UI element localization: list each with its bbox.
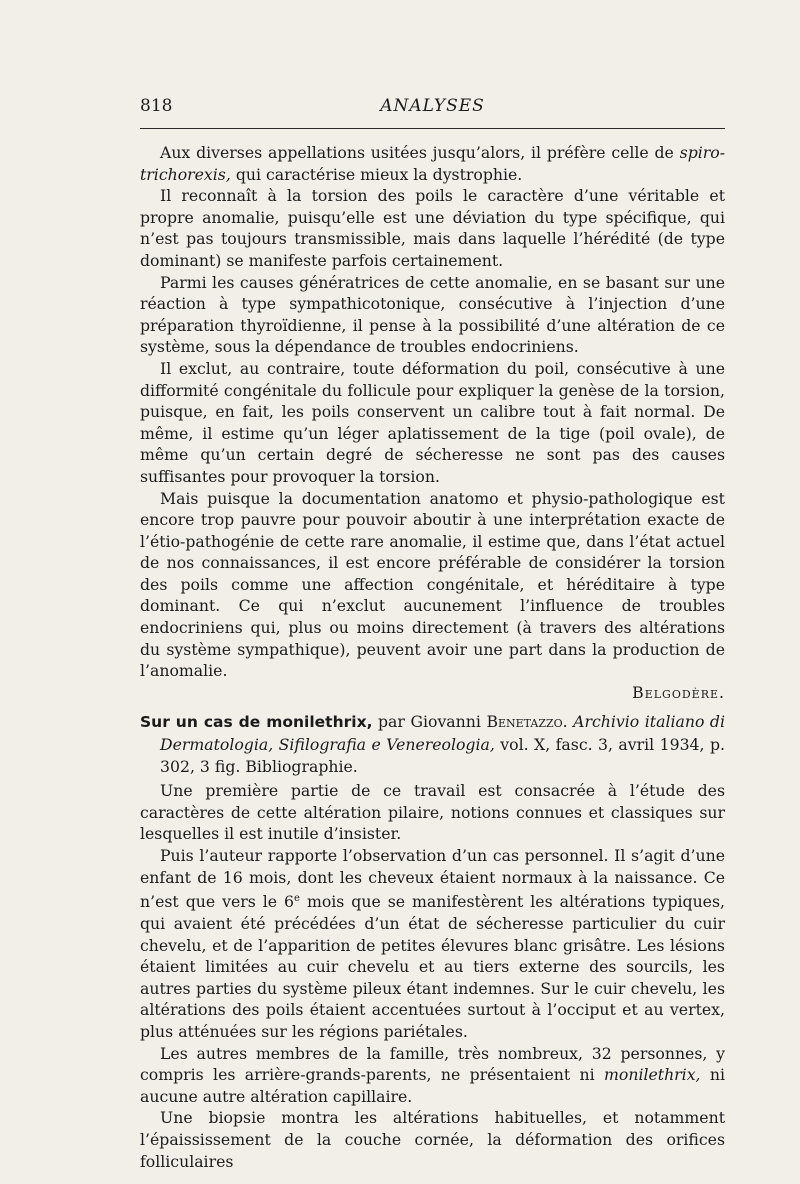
page-header xyxy=(140,96,725,126)
article-title: Sur un cas de monilethrix, xyxy=(140,713,373,732)
by-text: par Giovanni xyxy=(372,712,487,732)
paragraph: Il exclut, au contraire, toute déformation du poil, consécutive à une difformité congénitale du follicule pour expliquer la genèse de la torsion, puisque, en fait, les poils conservent un calibre tout à fait normal. De même, il estime qu’un léger aplatissement de la tige (poil ovale), de même qu’un certain degré de sécheresse ne sont pas des causes suffisantes pour provoquer la torsion. xyxy=(140,358,725,486)
paragraph: Parmi les causes génératrices de cette anomalie, en se basant sur une réaction à type sympathicotonique, consécutive à l’injection d’une préparation thyroïdienne, il pense à la possibilité d’une altération de ce système, sous la dépendance de troubles endocriniens. xyxy=(140,272,725,357)
paragraph: Il reconnaît à la torsion des poils le caractère d’une véritable et propre anomalie, puisqu’elle est une déviation du type spécifique, qui n’est pas toujours transmissible, mais dans laquelle l’hérédité (de type dominant) se manifeste parfois certainement. xyxy=(140,186,725,270)
paragraph: Mais puisque la documentation anatomo et physio-pathologique est encore trop pauvre pour pouvoir aboutir à une interprétation exacte de l’étio-pathogénie de cette rare anomalie, il estime que, dans l’état actuel de nos connaissances, il est encore préférable de considérer la torsion des poils comme une affection congénitale, et héréditaire à type dominant. Ce qui n’exclut aucunement l’influence de troubles endocriniens qui, plus ou moins directement (à travers des altérations du système sympathique), peuvent avoir une part dans la production de l’anomalie. xyxy=(140,488,725,681)
journal-name: Archivio italiano di Dermatologia, Sifilografia e Venereologia, xyxy=(160,712,725,755)
paragraph: Une première partie de ce travail est consacrée à l’étude des caractères de cette altération pilaire, notions connues et classiques sur lesquelles il est inutile d’insister. xyxy=(140,781,725,844)
term-monilethrix: monilethrix, xyxy=(604,1065,701,1085)
running-title: ANALYSES xyxy=(380,96,485,116)
article-author: Benetazzo. xyxy=(486,712,568,732)
paragraph: Puis l’auteur rapporte l’observation d’un cas personnel. Il s’agit d’une enfant de 16 mois, dont les cheveux étaient normaux à la naissance. Ce n’est que vers le 6e mois que se manifestèrent les altérations typiques, qui avaient été précédées d’un état de sécheresse particulier du cuir chevelu, et de l’apparition de petites élevures blanc grisâtre. Les lésions étaient limitées au cuir chevelu et au tiers externe des sourcils, les autres parties du système pileux étant indemnes. Sur le cuir chevelu, les altérations des poils étaient accentuées surtout à l’occiput et au vertex, plus atténuées sur les régions pariétales. xyxy=(140,846,725,1041)
term-spirotrichorexis: spiro-trichorexis, xyxy=(140,143,725,184)
paragraph: Les autres membres de la famille, très nombreux, 32 personnes, y compris les arrière-grands-parents, ne présentaient ni monilethrix, ni aucune autre altération capillaire. xyxy=(140,1043,725,1106)
author-signature: Belgodère. xyxy=(632,682,725,702)
article-reference xyxy=(140,711,725,777)
page-body xyxy=(140,142,725,1172)
page-number: 818 xyxy=(140,96,173,116)
header-rule xyxy=(140,128,725,129)
reference-details: vol. X, fasc. 3, avril 1934, p. 302, 3 fig. Bibliographie. xyxy=(160,735,725,776)
paragraph: Aux diverses appellations usitées jusqu’alors, il préfère celle de spiro-trichorexis, qui caractérise mieux la dystrophie. xyxy=(140,143,725,184)
paragraph: Une biopsie montra les altérations habituelles, et notamment l’épaississement de la couche cornée, la déformation des orifices folliculaires xyxy=(140,1108,725,1171)
